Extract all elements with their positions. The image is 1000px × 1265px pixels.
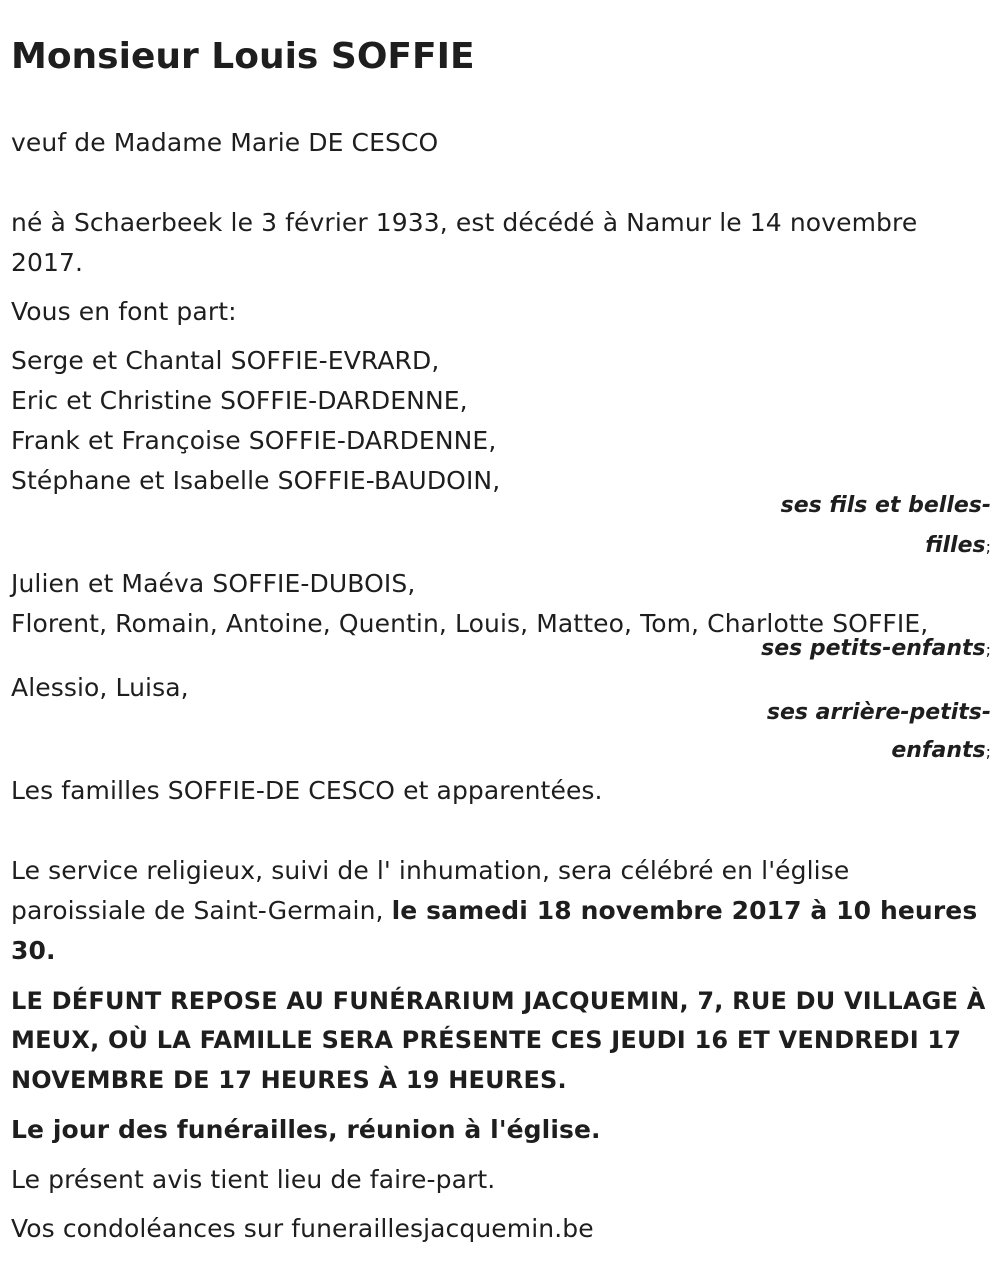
birth-death-line-2: 2017.	[11, 248, 84, 277]
grandchildren-label	[761, 635, 991, 664]
son-couple-3: Frank et Françoise SOFFIE-DARDENNE,	[11, 426, 497, 455]
sons-label-line-2	[925, 532, 991, 561]
sons-label-line-1: ses fils et belles-	[780, 493, 991, 518]
son-couple-2: Eric et Christine SOFFIE-DARDENNE,	[11, 386, 468, 415]
service-line-3: 30.	[11, 936, 56, 965]
grandchild-line-1: Julien et Maéva SOFFIE-DUBOIS,	[11, 569, 416, 598]
sons-label-text: filles	[925, 533, 986, 558]
great-grandchildren-line: Alessio, Luisa,	[11, 673, 189, 702]
son-couple-4: Stéphane et Isabelle SOFFIE-BAUDOIN,	[11, 466, 501, 495]
funerarium-line-1: LE DÉFUNT REPOSE AU FUNÉRARIUM JACQUEMIN, 7, RUE DU VILLAGE À	[11, 987, 986, 1015]
funerarium-line-3: NOVEMBRE DE 17 HEURES À 19 HEURES.	[11, 1066, 567, 1094]
sons-label-punct: ;	[985, 537, 991, 556]
families-line: Les familles SOFFIE-DE CESCO et apparentées.	[11, 776, 603, 805]
son-couple-1: Serge et Chantal SOFFIE-EVRARD,	[11, 346, 440, 375]
great-grandchildren-label-line-1: ses arrière-petits-	[766, 700, 991, 725]
great-grandchildren-label-text: enfants	[891, 738, 986, 763]
grandchild-line-2: Florent, Romain, Antoine, Quentin, Louis, Matteo, Tom, Charlotte SOFFIE,	[11, 609, 929, 638]
grandchildren-label-punct: ;	[985, 640, 991, 659]
great-grandchildren-label-line-2	[891, 737, 991, 766]
great-grandchildren-label-punct: ;	[985, 742, 991, 761]
page-title: Monsieur Louis SOFFIE	[11, 36, 475, 77]
service-line-2	[11, 896, 977, 926]
condolences-line: Vos condoléances sur funeraillesjacquemin.be	[11, 1214, 594, 1243]
service-place: paroissiale de Saint-Germain,	[11, 896, 392, 925]
notice-line: Le présent avis tient lieu de faire-part.	[11, 1165, 496, 1194]
service-line-1: Le service religieux, suivi de l' inhumation, sera célébré en l'église	[11, 856, 850, 885]
grandchildren-label-text: ses petits-enfants	[761, 636, 986, 661]
announce-line: Vous en font part:	[11, 297, 237, 326]
widow-line: veuf de Madame Marie DE CESCO	[11, 128, 439, 157]
birth-death-line-1: né à Schaerbeek le 3 février 1933, est décédé à Namur le 14 novembre	[11, 208, 918, 237]
service-date: le samedi 18 novembre 2017 à 10 heures	[391, 896, 978, 925]
funerarium-line-2: MEUX, OÙ LA FAMILLE SERA PRÉSENTE CES JEUDI 16 ET VENDREDI 17	[11, 1026, 962, 1054]
meeting-line: Le jour des funérailles, réunion à l'église.	[11, 1115, 601, 1144]
